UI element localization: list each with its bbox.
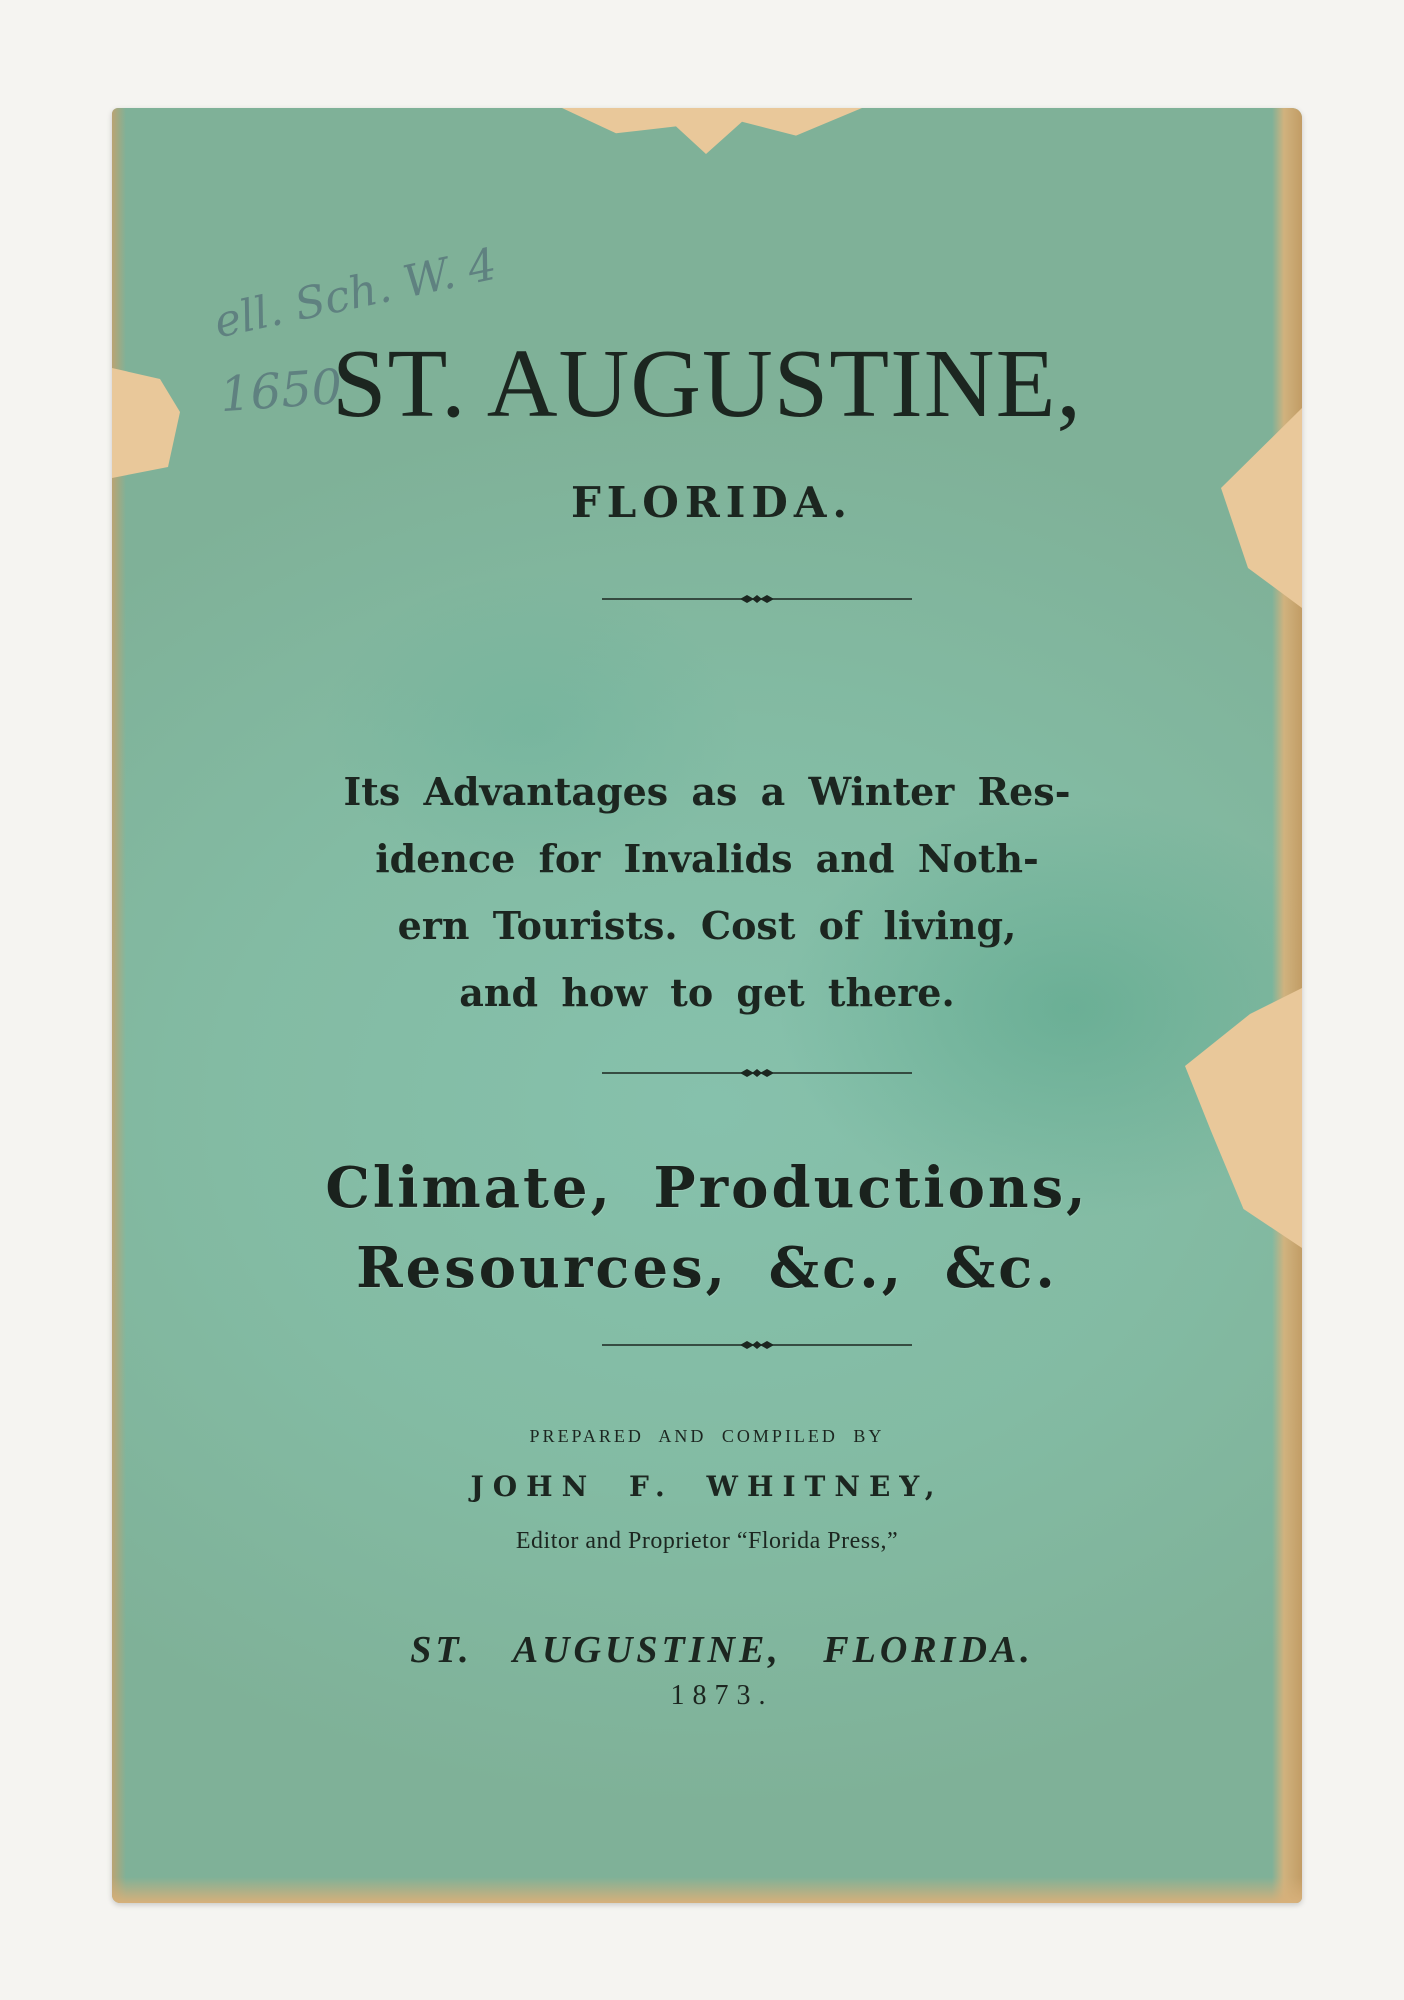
description-line: ern Tourists. Cost of living,	[397, 903, 1017, 948]
ornamental-divider	[602, 1338, 912, 1352]
cover-topics	[112, 1148, 1302, 1308]
description-line: idence for Invalids and Noth-	[375, 836, 1039, 881]
divider-ornament-icon	[602, 1338, 912, 1352]
ornamental-divider	[602, 592, 912, 606]
cover-subtitle: FLORIDA.	[570, 478, 854, 527]
topics-line: Resources, &c., &c.	[356, 1235, 1058, 1301]
publication-place: ST. AUGUSTINE, FLORIDA.	[410, 1629, 1034, 1671]
description-line: Its Advantages as a Winter Res-	[343, 769, 1071, 814]
ornamental-divider	[602, 1066, 912, 1080]
author-role: Editor and Proprietor “Florida Press,”	[515, 1528, 899, 1554]
cover-description	[232, 758, 1182, 1026]
author-name: JOHN F. WHITNEY,	[470, 1470, 944, 1503]
description-line: and how to get there.	[459, 970, 955, 1015]
pencil-price: 1650	[218, 358, 344, 424]
divider-ornament-icon	[602, 592, 912, 606]
divider-ornament-icon	[602, 1066, 912, 1080]
topics-line: Climate, Productions,	[325, 1155, 1089, 1221]
prepared-by-label: PREPARED AND COMPILED BY	[529, 1426, 885, 1446]
pamphlet-cover	[112, 108, 1302, 1903]
bottom-aged-edge	[112, 1877, 1302, 1903]
top-tear	[562, 108, 862, 154]
publication-year: 1873.	[670, 1680, 774, 1711]
pencil-annotation: ell. Sch. W. 4	[209, 238, 501, 349]
cover-title: ST. AUGUSTINE,	[332, 330, 1082, 438]
